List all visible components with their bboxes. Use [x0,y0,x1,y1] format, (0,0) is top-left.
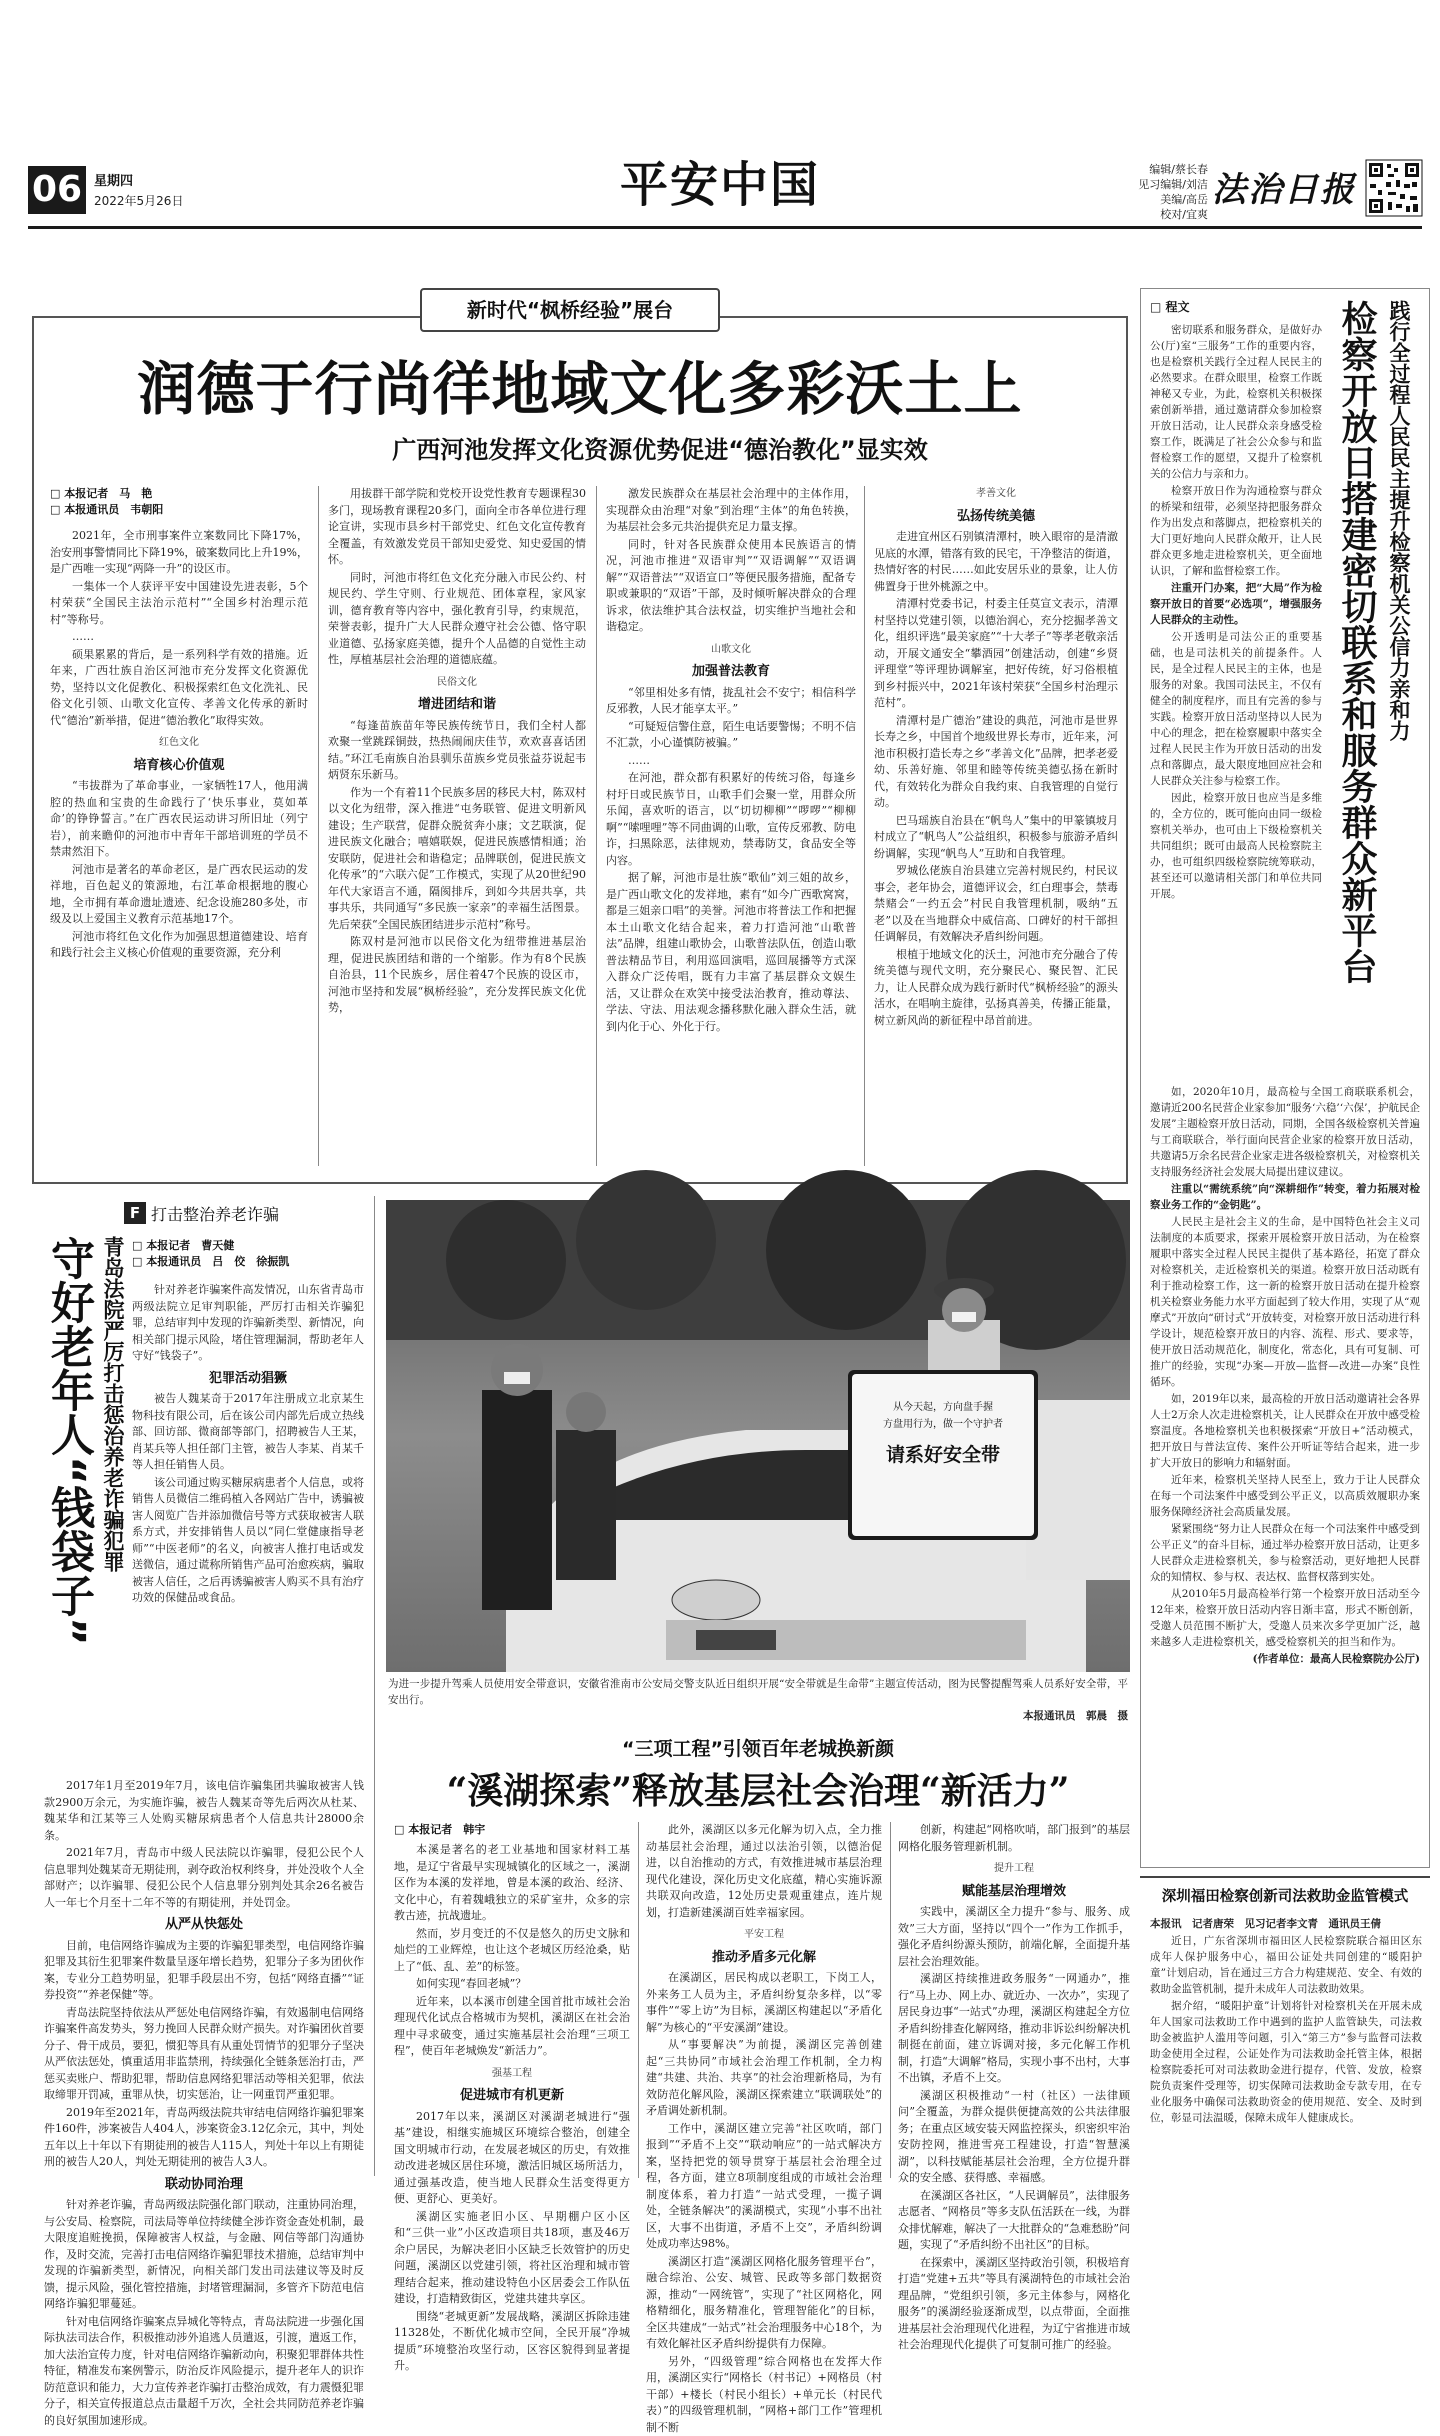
section-kicker: 红色文化 [50,735,308,752]
editor-line: 见习编辑/刘洁 [1118,177,1208,192]
author-affiliation: (作者单位：最高人民检察院办公厅) [1150,1651,1420,1667]
paragraph: 针对养老诈骗，青岛两级法院强化部门联动，注重协同治理，与公安局、检察院，司法局等单位持续健全涉诈资金查处机制，最大限度追赃挽损，保障被害人权益，与金融、网信等部门沟通协作，及时交流，完善打击电信网络诈骗犯罪技术措施，总结审判中发现的诈骗新类型，新情况，向相关部门发出司法建议等及时反馈，提示风险，强化管控措施，封堵管理漏洞，多管齐下防范电信网络诈骗犯罪蔓延。 [44,2197,364,2313]
paragraph: 围绕“老城更新”发展战略，溪湖区拆除违建11328处，不断优化城市空间，全民开展“净城提质”环境整治攻坚行动，区容区貌得到显著提升。 [394,2309,630,2375]
section-heading: 从严从快惩处 [44,1917,364,1934]
paragraph: 用拔群干部学院和党校开设党性教育专题课程30多门，现场教育课程20多门，面向全市各单位进行理论宣讲，实现市县乡村干部党史、红色文化宣传教育全覆盖，有效激发党员干部知史爱党、知史爱国的情怀。 [328,486,586,569]
section-heading: 赋能基层治理增效 [898,1884,1130,1901]
paragraph: “每逢苗族苗年等民族传统节日，我们全村人都欢聚一堂跳踩铜鼓，热热闹闹庆佳节，欢欢喜喜话团结。”环江毛南族自治县驯乐苗族乡党员张益芬说起韦炳贤东乐新马。 [328,718,586,784]
right-article-body-bottom [1150,1084,1420,1862]
correspondent-line: □ 本报通讯员 韦朝阳 [50,502,270,518]
paragraph: 河池市是著名的革命老区，是广西农民运动的发祥地，百色起义的策源地，右江革命根据地的腹心地，全市拥有革命遗址遗迹、纪念设施280多处，市级及以上爱国主义教育示范基地17个。 [50,862,308,928]
paragraph: 实践中，溪湖区全力提升“参与、服务、成效”三大方面，坚持以“四个一”作为工作抓手，强化矛盾纠纷源头预防，前端化解，全面提升基层社会治理效能。 [898,1904,1130,1970]
paragraph: 作为一个有着11个民族多居的移民大村，陈双村以文化为纽带，深入推进“屯务联管、促进文明新风建设；生产联营，促群众脱贫奔小康；文艺联演，促进民族文化融合；嘻嬉联娱，促进民族感情相通；治安联防，促进社会和谐稳定；品牌联创，促进民族文化传承”的“六联六促”工作模式，实现了从20世纪90年代大家语言不通，隔阂排斥，到如今共居共享，共事共乐，共同通写“多民族一家亲”的幸福生活图景。先后荣获“全国民族团结进步示范村”称号。 [328,785,586,934]
xihu-kicker: “三项工程”引领百年老城换新颜 [386,1734,1130,1764]
paragraph: 如，2020年10月，最高检与全国工商联联系机会，邀请近200名民营企业家参加“服务‘六稳’‘六保’，护航民企发展”主题检察开放日活动，同期，全国各级检察机关普遍与工商联联合，举行面向民营企业家的检察开放日活动，共邀请5万余名民营企业家走进各级检察机关，对检察机关支持服务经济社会发展大局提出建议建议。 [1150,1084,1420,1180]
paragraph: 注重开门办案，把“大局”作为检察开放日的首要“必选项”，增强服务人民群众的主动性。 [1150,580,1322,628]
paragraph: 一集体一个人获评平安中国建设先进表彰，5个村荣获“全国民主法治示范村”“全国乡村治理示范村”等称号。 [50,579,308,629]
qr-code-icon [1366,160,1422,216]
correspondent-line: □ 本报通讯员 吕 佼 徐振凯 [132,1254,362,1270]
paragraph: “可疑短信警住意，陌生电话要警惕；不明不信不汇款，小心谨慎防被骗。” [606,719,856,752]
column-divider [638,1822,639,2178]
paragraph: 2017年以来，溪湖区对溪湖老城进行“强基”建设，相继实施城区环境综合整治，创建全国文明城市行动，在发展老城区的历史，有效推动改进老城区居住环境，激活旧城区场所活力，通过强基改造，使当地人民群众生活变得更方便、更舒心、更美好。 [394,2109,630,2208]
lead-column-2 [328,486,586,1168]
xihu-column-2 [646,1822,882,2182]
paragraph: 创新，构建起“网格吹哨，部门报到”的基层网格化服务管理新机制。 [898,1822,1130,1855]
paragraph: 检察开放日作为沟通检察与群众的桥梁和纽带，必须坚持把服务群众作为出发点和落脚点，把检察机关的大门更好地向人民群众敞开，让人民群众更多地走进检察机关，更全面地认识，了解和监督检察工作。 [1150,483,1322,579]
paragraph: 溪湖区持续推进政务服务“一网通办”，推行“马上办、网上办、就近办、一次办”，实现了居民身边事“一站式”办理，溪湖区构建起全方位矛盾纠纷排查化解网络，推动非诉讼纠纷解决机制挺在前面，建立诉调对接，多元化解工作机制，打造“大调解”格局，实现小事不出村，大事不出镇，矛盾不上交。 [898,1971,1130,2087]
paragraph: 清潭村党委书记，村委主任莫宣文表示，清潭村坚持以党建引领，以德治润心，充分挖掘孝善文化，组织评选“最美家庭”“十大孝子”等孝老敬亲活动，开展文通安全“攀酒园”创建活动，创建“乡贤评理堂”等评理协调解室，把好传统，好习俗根植到乡村振兴中，2021年该村荣获“全国乡村治理示范村”。 [874,596,1118,712]
paragraph: 近年来，以本溪市创建全国首批市域社会治理现代化试点合格城市为契机，溪湖区在社会治理中寻求破变，通过实施基层社会治理“三项工程”，使百年老城焕发“新活力”。 [394,1994,630,2060]
feature-banner [420,288,720,332]
paragraph: 因此，检察开放日也应当是多维的，全方位的，既可能向由同一级检察机关举办，也可由上下级检察机关共同组织；既可由最高人民检察院主办，也可组织四级检察院统筹联动，甚至还可以邀请相关部门和单位共同开展。 [1150,790,1322,902]
column-divider [864,486,865,1166]
lead-column-1 [50,528,308,1168]
paragraph: 2017年1月至2019年7月，该电信诈骗集团共骗取被害人钱款2900万余元，为实施诈骗，被告人魏某奇等先后两次从杜某、魏某华和江某等三人处购买糖尿病患者个人信息共计28000余条。 [44,1778,364,1844]
paragraph: 河池市将红色文化作为加强思想道德建设、培育和践行社会主义核心价值观的重要资源，充分利 [50,929,308,962]
masthead [0,0,1440,240]
safety-sign [852,1374,1034,1536]
right-article-body-top [1150,322,1322,1080]
paragraph: 该公司通过购买糖尿病患者个人信息，或将销售人员微信二维码植入各网站广告中，诱骗被害人阅览广告并添加微信号等方式获取被害人联系方式，并安排销售人员以“同仁堂健康指导老师”“中医老师”的名义，向被害人推打电话或发送微信，通过谎称所销售产品可治愈疾病，骗取被害人信任，之后再诱骗被害人购买不具有治疗功效的保健品或食品。 [132,1475,364,1607]
reporter-line: □ 本报记者 马 艳 [50,486,270,502]
qingdao-body-bottom [44,1778,364,2178]
column-divider [596,486,597,1166]
section-heading: 加强普法教育 [606,664,856,681]
section-kicker: 提升工程 [898,1861,1130,1878]
brief-byline: 本报讯 记者唐荣 见习记者李文青 通讯员王倩 [1150,1916,1422,1932]
paragraph: 据了解，河池市是壮族“歌仙”刘三姐的故乡，是广西山歌文化的发祥地，素有“如今广西歌窝窝，都是三姐亲口唱”的美誉。河池市将普法工作和把握本土山歌文化结合起来，着力打造河池“山歌普法”品牌，组建山歌协会，山歌普法队伍，创造山歌普法精品节目，利用巡回演唱，巡回展播等方式深入群众广泛传唱，既有力丰富了基层群众文娱生活，又让群众在欢笑中接受法治教育，推动尊法、学法、守法、用法观念播移默化融入群众生活，就到内化于心、外化于行。 [606,870,856,1035]
paragraph: 溪湖区实施老旧小区、早期棚户区小区和“三供一业”小区改造项目共18项，惠及46万余户居民，为解决老旧小区缺乏长效管护的历史问题，溪湖区以党建引领，将社区治理和城市管理结合起来，推动建设特色小区居委会工作队伍建设，打造精致街区，党建共建共享区。 [394,2209,630,2308]
paragraph: 近年来，检察机关坚持人民至上，致力于让人民群众在每一个司法案件中感受到公平正义，以高质效履职办案服务保障经济社会高质量发展。 [1150,1472,1420,1520]
lead-column-4 [874,486,1118,1168]
right-article-headline: 检察开放日搭建密切联系和服务群众新平台 [1332,300,1380,984]
section-kicker: 民俗文化 [328,675,586,692]
paragraph: 罗城仫佬族自治县建立完善村规民约，村民议事会，老年协会，道德评议会，红白理事会，禁毒禁赌会“一约五会”村民自我管理机制，吸纳“五老”以及在当地群众中威信高、口碑好的村干部担任调解员，有效解决矛盾纠纷问题。 [874,863,1118,946]
paragraph: 工作中，溪湖区建立完善“社区吹哨，部门报到”“矛盾不上交”“联动响应”的一站式解决方案，坚持把党的领导贯穿于基层社会治理全过程，各方面，建立8项制度组成的市域社会治理制度体系，着力打造“一站式受理，一揽子调处，全链条解决”的溪湖模式，实现“小事不出社区，大事不出街道，矛盾不上交”，矛盾纠纷调处成功率达98%。 [646,2121,882,2253]
paragraph: 青岛法院坚持依法从严惩处电信网络诈骗，有效遏制电信网络诈骗案件高发势头，努力挽回人民群众财产损失。对诈骗团伙首要分子、骨干成员，要犯，惯犯等具有从重处罚情节的犯罪分子坚决从严依法惩处，慎重适用非监禁刑，持续强化全链条惩治打击，严惩买卖账户、帮助犯罪，帮助信息网络犯罪活动等相关犯罪，依法取缔罪开罚减，重罪从快，切实惩治，让一网重罚严重犯罪。 [44,2005,364,2104]
qingdao-headline: 守好老年人“钱袋子” [40,1236,96,1646]
page-number-badge [28,166,86,214]
sign-main-text: 请系好安全带 [852,1440,1034,1467]
section-kicker: 孝善文化 [874,486,1118,503]
brief-headline: 深圳福田检察创新司法救助金监管模式 [1146,1886,1424,1908]
editor-line: 校对/宜爽 [1118,207,1208,222]
section-heading: 推动矛盾多元化解 [646,1950,882,1967]
qingdao-body-top [132,1282,364,1774]
paragraph: 如何实现“春回老城”？ [394,1976,630,1993]
qingdao-subheadline: 青岛法院严厉打击惩治养老诈骗犯罪 [98,1236,128,1572]
caption-text: 为进一步提升驾乘人员使用安全带意识，安徽省淮南市公安局交警支队近日组织开展“安全带就是生命带”主题宣传活动，图为民警提醒驾乘人员系好安全带，平安出行。 [388,1678,1128,1706]
paragraph: 在河池，群众都有积累好的传统习俗，每逢乡村圩日或民族节日，山歌手们会聚一堂，用群众所乐闻，喜欢听的语言，以“切切柳柳”“啰啰”“柳柳啊”“嗦哩哩”等不同曲调的山歌，宣传反邪教、防电诈，扫黑除恶，法律规劝，禁毒防艾，食品安全等内容。 [606,770,856,869]
paragraph: 紧紧围绕“努力让人民群众在每一个司法案件中感受到公平正义”的奋斗目标，通过举办检察开放日活动，让更多人民群众走进检察机关，参与检察活动，更好地把人民群众的知情权、参与权、表达权、监督权落到实处。 [1150,1521,1420,1585]
section-divider [374,1196,375,2176]
paragraph: 据介绍，“暖阳护童”计划将针对检察机关在开展未成年人国家司法救助工作中遇到的监护人监管缺失，司法救助金被监护人滥用等问题，引入“第三方”参与监督司法救助金使用全过程，公证处作为司法救助金托管主体，根据检察院委托可对司法救助金进行提存，代管、发放，检察院负责案件受理等，切实保障司法救助金专款专用，在专业化服务中确保司法救助资金的使用规范、安全、及时到位，彰显司法温暖，保障未成年人健康成长。 [1150,1998,1422,2126]
right-article-kicker: 践行全过程人民民主提升检察机关公信力亲和力 [1384,300,1414,741]
paragraph: 公开透明是司法公正的重要基础，也是司法机关的前提条件。人民，是全过程人民民主的主体，也是服务的对象。我国司法民主，不仅有健全的制度程序，而且有完善的参与实践。检察开放日活动坚持以人民为中心的理念，把在检察履职中落实全过程人民民主作为开放日活动的出发点和落脚点，最大限度地回应社会和人民群众关注参与检察工作。 [1150,629,1322,789]
paragraph: “邻里相处多有情，拢乱社会不安宁；相信科学反邪教，人民才能享太平。” [606,685,856,718]
xihu-headline: “溪湖探索”释放基层社会治理“新活力” [386,1764,1130,1818]
paragraph: 密切联系和服务群众，是做好办公(厅)室“三服务”工作的重要内容，也是检察机关践行全过程人民民主的必然要求。在群众眼里，检察工作既神秘又专业，为此，检察机关积极探索创新举措，通过邀请群众参加检察开放日活动，让人民群众亲身感受检察工作，既满足了社会公众参与和监督检察工作的愿望，又提升了检察机关的公信力与亲和力。 [1150,322,1322,482]
lead-subheadline: 广西河池发挥文化资源优势促进“德治教化”显实效 [220,432,1100,468]
photo-caption [388,1676,1128,1734]
paragraph: 2019年至2021年，青岛两级法院共审结电信网络诈骗犯罪案件160件，涉案被告人404人，涉案资金3.12亿余元，其中，判处五年以上十年以下有期徒刑的被告人115人，判处十年以上有期徒刑的被告人20人，判处无期徒刑的被告人3人。 [44,2105,364,2171]
paragraph: 针对电信网络诈骗案点异城化等特点，青岛法院进一步强化国际执法司法合作，积极推动涉外追逃人员遣返，引渡，遣返工作，加大法治宣传力度，针对电信网络诈骗新动向，积聚犯罪群体共性特征，精准发布案例警示，防治反诈风险提示，提升老年人的识诈防范意识和能力，大力宣传养老诈骗打击整治成效，有力震慑犯罪分子，相关宣传报道总点击量超千万次，全社会共同防范养老诈骗的良好氛围加速形成。 [44,2314,364,2430]
paragraph: 溪湖区积极推动“一村（社区）一法律顾问”全覆盖，为群众提供便捷高效的公共法律服务；在重点区域安装天网监控探头，织密织牢治安防控网，推进雪亮工程建设，打造“智慧溪湖”，以科技赋能基层社会治理，全方位提升群众的安全感、获得感、幸福感。 [898,2088,1130,2187]
paragraph: 从2010年5月最高检举行第一个检察开放日活动至今12年来，检察开放日活动内容日渐丰富，形式不断创新，受邀人员范围不断扩大，受邀人员来次多学更加广泛，越来越多人走进检察机关，感受检察机关的担当和作为。 [1150,1586,1420,1650]
section-kicker: 山歌文化 [606,642,856,659]
paragraph: 2021年，全市刑事案件立案数同比下降17%，治安刑事警情同比下降19%，破案数同比上升19%，是广西唯一实现“两降一升”的设区市。 [50,528,308,578]
section-heading: 促进城市有机更新 [394,2088,630,2105]
section-heading: 弘扬传统美德 [874,509,1118,526]
section-kicker: 平安工程 [646,1927,882,1944]
xihu-column-1 [394,1822,630,2182]
lead-column-3 [606,486,856,1168]
paragraph: 2021年7月，青岛市中级人民法院以诈骗罪，侵犯公民个人信息罪判处魏某奇无期徒刑，剥夺政治权利终身，并处没收个人全部财产；以诈骗罪、侵犯公民个人信息罪分别判处其余26名被告人一年七个月至十二年不等的有期徒刑，并处罚金。 [44,1845,364,1911]
paragraph: 硕果累累的背后，是一系列科学有效的措施。近年来，广西壮族自治区河池市充分发挥文化资源优势，坚持以文化促教化、积极探索红色文化洗礼、民俗文化引领、山歌文化宣传、孝善文化传承的新时代“德治”新举措，促进“德治教化”取得实效。 [50,647,308,730]
xihu-byline: □ 本报记者 韩宇 [394,1822,630,1838]
paragraph: 针对养老诈骗案件高发情况，山东省青岛市两级法院立足审判职能，严厉打击相关诈骗犯罪，总结审判中发现的诈骗新类型、新情况，向相关部门提示风险，堵住管理漏洞，帮助老年人守好“钱袋子”。 [132,1282,364,1365]
section-heading: 培育核心价值观 [50,758,308,775]
lead-byline [50,486,270,518]
section-kicker: 强基工程 [394,2066,630,2083]
issue-date: 2022年5月26日 [94,192,183,209]
topic-tag [124,1200,344,1226]
xihu-column-3 [898,1822,1130,2182]
editor-line: 美编/高岳 [1118,192,1208,207]
paragraph: 巴马瑶族自治县在“帆鸟人”集中的甲篆镇坡月村成立了“帆鸟人”公益组织，积极参与旅游矛盾纠纷调解，实现“帆鸟人”互助和自我管理。 [874,813,1118,863]
paragraph: 陈双村是河池市以民俗文化为纽带推进基层治理，促进民族团结和谐的一个缩影。作为有8个民族自治县，11个民族乡，居住着47个民族的设区市，河池市坚持和发展“枫桥经验”，充分发挥民族文化优势， [328,934,586,1017]
paragraph: 本溪是著名的老工业基地和国家材料工基地，是辽宁省最早实现城镇化的区域之一，溪湖区作为本溪的发祥地，曾是本溪的政治、经济、文化中心，有着魏峨独立的采矿室井，众多的宗教古迹，抗战遗址。 [394,1842,630,1925]
news-photo [386,1200,1130,1672]
column-divider [890,1822,891,2178]
paragraph: …… [50,629,308,646]
paragraph: 如，2019年以来，最高检的开放日活动邀请社会各界人士2万余人次走进检察机关，让人民群众在开放中感受检察温度。各地检察机关也积极探索“开放日+”活动模式，把开放日与普法宣传、案件公开听证等结合起来，进一步扩大开放日的影响力和辐射面。 [1150,1391,1420,1471]
page-number: 06 [32,169,82,210]
sign-line: 方盘用行为，做一个守护者 [852,1415,1034,1430]
paragraph: 在溪湖区各社区，“人民调解员”，法律服务志愿者、“网格员”等多支队伍活跃在一线，为群众排忧解难，解决了一大批群众的“急难愁盼”问题，实现了“矛盾纠纷不出社区”的目标。 [898,2188,1130,2254]
paragraph: 同时，河池市将红色文化充分融入市民公约、村规民约、学生守则、行业规范、团体章程，家风家训，德育教育等内容中，强化教育引导，约束规范，荣誉表彰，提升广大人民群众遵守社会公德、恪守职业道德、弘扬家庭美德，提升个人品德的自觉性主动性，厚植基层社会治理的道德底蕴。 [328,570,586,669]
section-title-block [560,154,880,220]
topic-tag-label: 打击整治养老诈骗 [151,1202,279,1225]
section-heading: 犯罪活动猖獗 [132,1371,364,1388]
editor-line: 编辑/蔡长春 [1118,162,1208,177]
brief-top-rule [1140,1876,1430,1878]
paragraph: 同时，针对各民族群众使用本民族语言的情况，河池市推进“双语审判”“双语调解”“双语调解”“双语普法”“双语宣口”等便民服务措施，配备专职或兼职的“双语”干部，及时倾听解决群众的合理诉求，依法维护其合法权益，切实维护当地社会和谐稳定。 [606,537,856,636]
brief-body [1150,1916,1422,2180]
photo-credit: 本报通讯员 郭晨 摄 [388,1708,1128,1724]
paragraph: 在探索中，溪湖区坚持政治引领，积极培育打造“党建+五共”等具有溪湖特色的市域社会治理品牌，“党组织引领，多元主体参与，网格化服务”的溪湖经验逐渐成型，以点带面，全面推进基层社会治理现代化进程，为辽宁省推进市域社会治理现代化提供了可复制可推广的经验。 [898,2255,1130,2354]
paragraph: 根植于地域文化的沃土，河池市充分融合了传统美德与现代文明，充分聚民心、聚民智、汇民力，让人民群众成为践行新时代“枫桥经验”的源头活水，在唱响主旋律，弘扬真善美，传播正能量，树立新风尚的新征程中昂首前进。 [874,947,1118,1030]
paragraph: “韦拔群为了革命事业，一家牺牲17人，他用满腔的热血和宝贵的生命践行了‘快乐事业，莫如革命’的铮铮誓言。”在广西农民运动讲习所旧址（列宁岩），前来瞻仰的河池市中青年干部培训班的学员不禁肃然泪下。 [50,778,308,861]
paragraph: 从“事要解决”为前提，溪湖区完善创建起“三共协同”市域社会治理工作机制，全力构建“共建、共治、共享”的社会治理新格局，为有效防范化解风险，溪湖区探索建立“联调联处”的矛盾调处新机制。 [646,2037,882,2120]
paragraph: 此外，溪湖区以多元化解为切入点，全力推动基层社会治理，通过以法治引领，以德治促进，以自治推动的方式，有效推进城市基层治理现代化建设，深化历史文化底蕴，精心实施诉源共联双向改造，12处历史景观重建点，连片规划，打造新建溪湖百姓幸福家园。 [646,1822,882,1921]
feature-banner-label: 新时代“枫桥经验”展台 [422,290,718,330]
paragraph: 清潭村是广德治”建设的典范，河池市是世界长寿之乡，中国首个地级世界长寿市，近年来，河池市积极打造长寿之乡“孝善文化”品牌，把孝老爱幼、乐善好施、邻里和睦等传统美德弘扬在新时代，有效转化为群众自我约束、自我管理的自觉行动。 [874,713,1118,812]
section-heading: 增进团结和谐 [328,697,586,714]
masthead-rule [28,226,1422,229]
sign-line: 从今天起，方向盘手握 [852,1398,1034,1413]
paragraph: 另外，“四级管理”综合网格也在发挥大作用，溪湖区实行“网格长（村书记）+网格员（村干部）+楼长（村民小组长）+单元长（村民代表）”的四级管理机制，“网格+部门工作”管理机制不断 [646,2354,882,2436]
reporter-line: □ 本报记者 曹天健 [132,1238,362,1254]
qingdao-byline [132,1238,362,1270]
paragraph: 近日，广东省深圳市福田区人民检察院联合福田区东成年人保护服务中心，福田公证处共同创建的“暖阳护童”计划启动，旨在通过三方合力构建规范、安全、有效的救助金监管机制，提升未成年人司法救助效果。 [1150,1933,1422,1997]
weekday: 星期四 [94,170,133,189]
paragraph: 注重以“需统系统”向“深耕细作”转变，着力拓展对检察业务工作的“金钥匙”。 [1150,1181,1420,1213]
paragraph: 溪湖区打造“溪湖区网格化服务管理平台”，融合综治、公安、城管、民政等多部门数据资源，推动“一网统管”，实现了“社区网格化，网格精细化，服务精准化，管理智能化”的目标，全区共建成“一站式”社会治理服务中心18个，为有效化解社区矛盾纠纷提供有力保障。 [646,2254,882,2353]
paragraph: 在溪湖区，居民构成以老职工，下岗工人，外来务工人员为主，矛盾纠纷复杂多样，以“零事件”“零上访”为目标，溪湖区构建起以“矛盾化解”为核心的“平安溪湖”建设。 [646,1970,882,2036]
paragraph: …… [606,753,856,770]
editors-list [1118,162,1208,222]
paragraph: 被告人魏某奇于2017年注册成立北京某生物科技有限公司，后在该公司内部先后成立热线部、回访部、微商部等部门，招聘被告人王某，肖某兵等人担任部门主管，被告人李某、肖某千等人担任销售人员。 [132,1391,364,1474]
column-divider [318,486,319,1166]
section-title: 平安中国 [560,154,880,216]
paragraph: 目前，电信网络诈骗成为主要的诈骗犯罪类型，电信网络诈骗犯罪及其衍生犯罪案件数量呈逐年增长趋势，犯罪分子多为团伙作案，专业分工趋势明显，犯罪手段层出不穷，包括“网络直播”“证券投资”“养老保健”等。 [44,1938,364,2004]
lead-headline: 润德于行尚徉地域文化多彩沃土上 [40,350,1120,428]
column-label: □ 程文 [1150,298,1190,315]
paper-name: 法治日报 [1212,160,1362,220]
paragraph: 人民民主是社会主义的生命，是中国特色社会主义司法制度的本质要求，探索开展检察开放日活动，为在检察履职中落实全过程人民民主提供了基本路径，拓宽了群众对检察机关，走近检察机关的渠道。检察开放日活动既有利于推动检察工作，这一新的检察开放日活动在提升检察机关检察业务能力水平方面起到了较大作用，实现了从“观摩式”开放向“研讨式”开放转变，对检察开放日活动进行科学设计，规范检察开放日的内容、流程、形式、要求等，使开放日活动规范化，制度化，常态化，具有可复制、可推广的经验，实现“办案—开放—监督—改进—办案”良性循环。 [1150,1214,1420,1390]
paragraph: 激发民族群众在基层社会治理中的主体作用，实现群众由治理“对象”到治理“主体”的角色转换，为基层社会多元共治提供充足力量支撑。 [606,486,856,536]
section-heading: 联动协同治理 [44,2177,364,2194]
paragraph: 然而，岁月变迁的不仅是悠久的历史文脉和灿烂的工业辉煌，也让这个老城区历经沧桑，贴上了“低、乱、差”的标签。 [394,1926,630,1976]
topic-tag-icon: F [124,1202,146,1224]
paragraph: 走进宜州区石别镇清潭村，映入眼帘的是清澈见底的水潭，错落有致的民宅，干净整洁的街道，热情好客的村民……如此安居乐业的景象，让人仿佛置身于世外桃源之中。 [874,529,1118,595]
